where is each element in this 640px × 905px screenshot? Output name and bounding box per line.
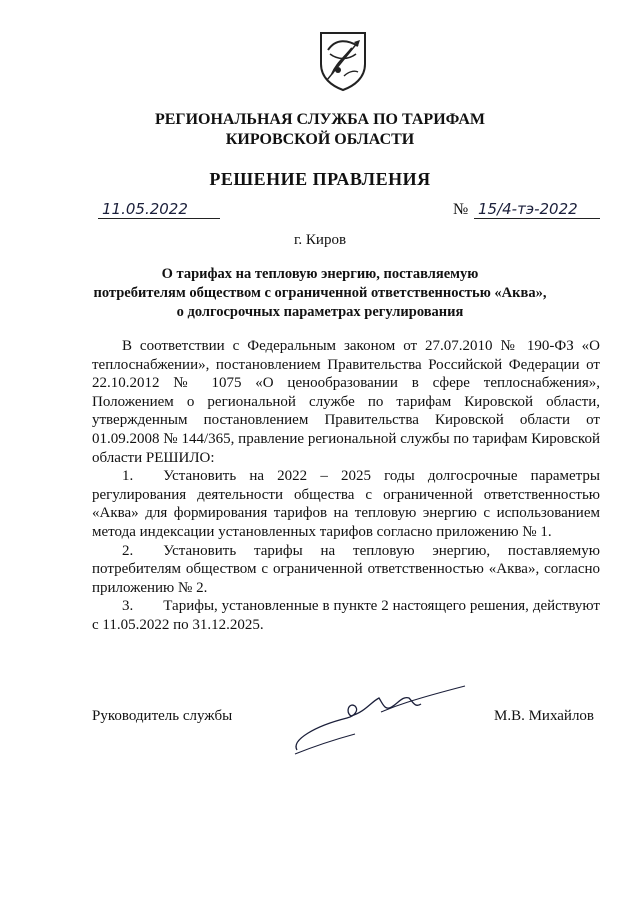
clause-2 <box>92 542 600 598</box>
document-date: 11.05.2022 <box>98 200 220 219</box>
document-subject <box>0 265 640 322</box>
subject-line-2: потребителям обществом с ограниченной ответственностью «Аква», <box>93 285 547 301</box>
signer-position: Руководитель службы <box>92 708 233 724</box>
clause-text: Тарифы, установленные в пункте 2 настоящего решения, действуют с 11.05.2022 по 31.12.2025. <box>92 598 600 633</box>
document-number: 15/4-тэ-2022 <box>474 200 600 219</box>
clause-number: 1. <box>122 468 134 485</box>
clause-number: 2. <box>122 542 134 559</box>
clause-text: Установить на 2022 – 2025 годы долгосрочные параметры регулирования деятельности общества с ограниченной ответственностью «Аква» для формирования тарифов на тепловую энергию с использованием метода индексации установленных тарифов согласно приложению № 1. <box>92 468 600 540</box>
org-line-1: РЕГИОНАЛЬНАЯ СЛУЖБА ПО ТАРИФАМ <box>154 111 486 128</box>
clause-number: 3. <box>122 598 134 615</box>
subject-line-1: О тарифах на тепловую энергию, поставляемую <box>161 266 479 282</box>
number-label: № <box>453 201 469 218</box>
handwritten-signature <box>285 682 470 760</box>
subject-line-3: о долгосрочных параметрах регулирования <box>176 304 464 320</box>
coat-of-arms-icon <box>318 30 368 92</box>
document-title: РЕШЕНИЕ ПРАВЛЕНИЯ <box>209 169 431 189</box>
org-line-2: КИРОВСКОЙ ОБЛАСТИ <box>225 131 415 148</box>
preamble: В соответствии с Федеральным законом от 27.07.2010 № 190-ФЗ «О теплоснабжении», постановлением Правительства Российской Федерации от 22.10.2012 № 1075 «О ценообразовании в сфере теплоснабжения», Положением о региональной службе по тарифам Кировской области, утвержденным постановлением Правительства Кировской области от 01.09.2008 № 144/365, правление региональной службы по тарифам Кировской области РЕШИЛО: <box>92 338 600 466</box>
organization-name <box>0 110 640 150</box>
signer-name: М.В. Михайлов <box>494 708 595 724</box>
city: г. Киров <box>293 232 347 248</box>
clause-text: Установить тарифы на тепловую энергию, поставляемую потребителям обществом с ограниченной ответственностью «Аква», согласно приложению № 2. <box>92 542 600 596</box>
document-body <box>92 337 600 635</box>
clause-3 <box>92 597 600 634</box>
clause-1 <box>92 467 600 541</box>
